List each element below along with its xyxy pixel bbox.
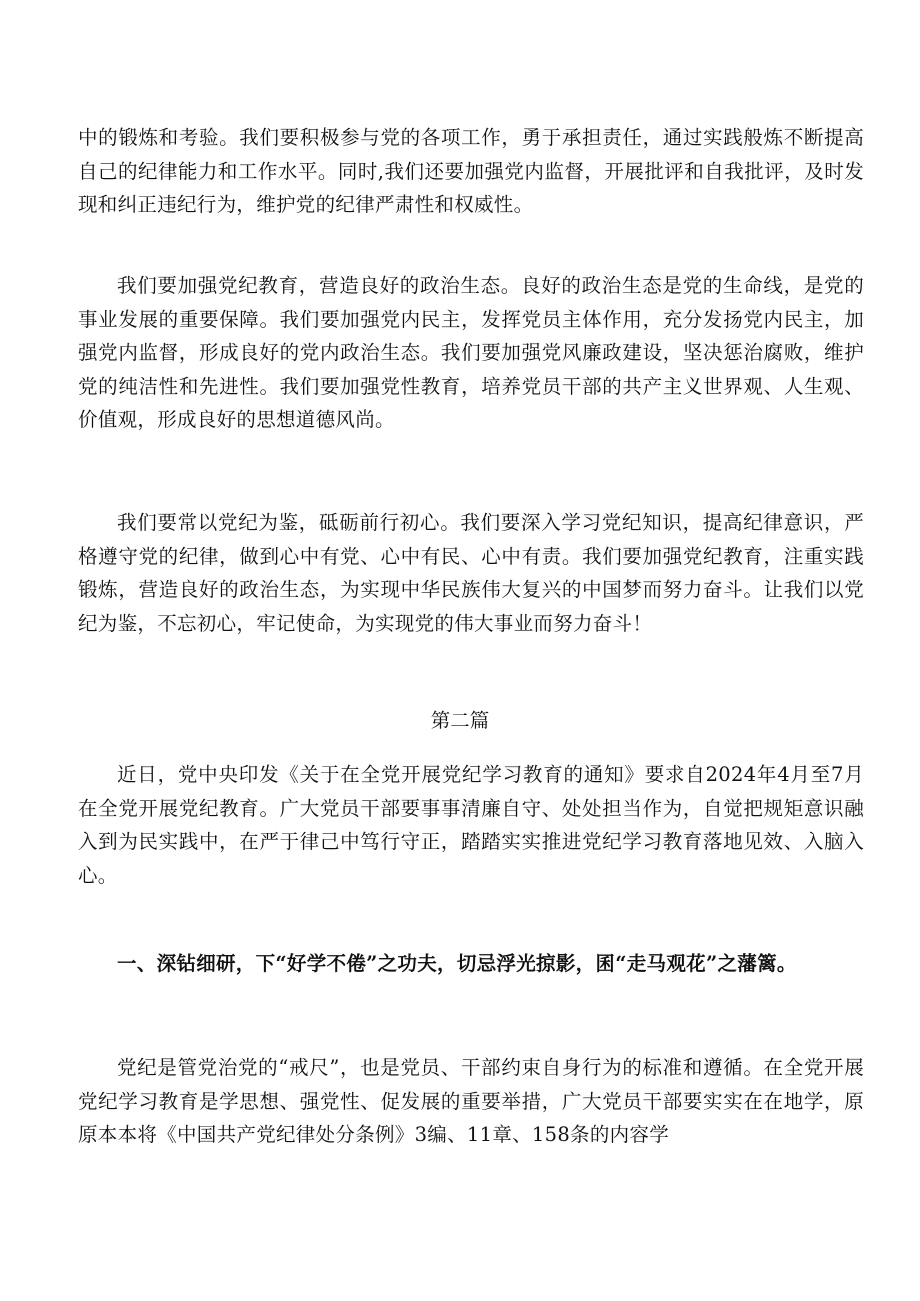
paragraph-notice-intro: 近日，党中央印发《关于在全党开展党纪学习教育的通知》要求自2024年4月至7月在全党开展党纪教育。广大党员干部要事事清廉自守、处处担当作为，自觉把规矩意识融入到为民实践中，在严于律己中笃行守正，踏踏实实推进党纪学习教育落地见效、入脑入心。 <box>78 763 864 887</box>
paragraph-party-discipline-mirror: 我们要常以党纪为鉴，砥砺前行初心。我们要深入学习党纪知识，提高纪律意识，严格遵守党的纪律，做到心中有党、心中有民、心中有责。我们要加强党纪教育，注重实践锻炼，营造良好的政治生态，为实现中华民族伟大复兴的中国梦而努力奋斗。让我们以党纪为鉴，不忘初心，牢记使命，为实现党的伟大事业而努力奋斗！ <box>78 511 864 635</box>
section-title: 第二篇 <box>430 709 490 732</box>
paragraph-continued: 中的锻炼和考验。我们要积极参与党的各项工作，勇于承担责任，通过实践般炼不断提高自己的纪律能力和工作水平。同时,我们还要加强党内监督，开展批评和自我批评，及时发现和纠正违纪行为，维护党的纪律严肃性和权威性。 <box>78 126 864 216</box>
paragraph-political-ecology: 我们要加强党纪教育，营造良好的政治生态。良好的政治生态是党的生命线，是党的事业发展的重要保障。我们要加强党内民主，发挥党员主体作用，充分发扬党内民主，加强党内监督，形成良好的党内政治生态。我们要加强党风廉政建设，坚决惩治腐败，维护党的纯洁性和先进性。我们要加强党性教育，培养党员干部的共产主义世界观、人生观、价值观，形成良好的思想道德风尚。 <box>78 274 864 431</box>
section-heading-one: 一、深钻细研，下“好学不倦”之功夫，切忌浮光掠影，囷“走马观花”之藩篱。 <box>117 952 797 975</box>
paragraph-discipline-ruler: 党纪是管党治党的“戒尺”，也是党员、干部约束自身行为的标准和遵循。在全党开展党纪学习教育是学思想、强党性、促发展的重要举措，广大党员干部要实实在在地学，原原本本将《中国共产党纪律处分条例》3编、11章、158条的内容学 <box>78 1056 864 1146</box>
